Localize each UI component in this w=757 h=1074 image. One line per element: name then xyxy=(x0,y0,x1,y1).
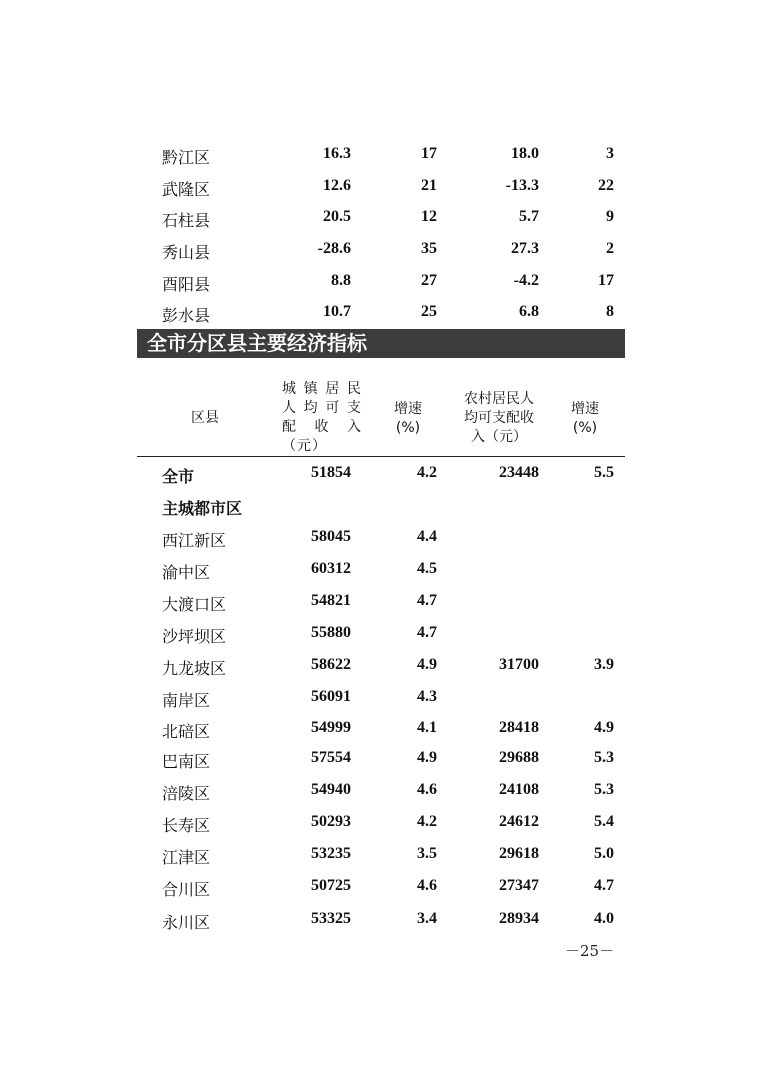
value-1: -28.6 xyxy=(317,240,351,257)
urban-rate: 4.1 xyxy=(417,719,437,736)
header-urban-line: 配 收 入 xyxy=(282,419,362,435)
value-2: 35 xyxy=(421,240,437,257)
top-table-row xyxy=(0,141,757,171)
value-2: 27 xyxy=(421,272,437,289)
header-rate-line: 增速 xyxy=(394,401,422,417)
region-name: 长寿区 xyxy=(162,816,211,835)
value-1: 8.8 xyxy=(331,272,351,289)
value-3: -4.2 xyxy=(513,272,539,289)
table-row xyxy=(0,556,757,586)
region-name: 黔江区 xyxy=(162,148,211,167)
region-name: 江津区 xyxy=(162,848,211,867)
top-table-row xyxy=(0,299,757,329)
urban-income: 53235 xyxy=(311,845,351,862)
value-3: 18.0 xyxy=(511,145,539,162)
value-4: 2 xyxy=(606,240,614,257)
header-rate-line: 增速 xyxy=(571,401,599,417)
value-4: 9 xyxy=(606,208,614,225)
value-2: 25 xyxy=(421,303,437,320)
value-4: 17 xyxy=(598,272,614,289)
urban-income: 56091 xyxy=(311,688,351,705)
rural-income: 31700 xyxy=(499,656,539,673)
urban-rate: 4.2 xyxy=(417,813,437,830)
value-3: -13.3 xyxy=(505,177,539,194)
rural-income: 24108 xyxy=(499,781,539,798)
header-urban-line: 人均可支 xyxy=(282,400,362,416)
rural-income: 29688 xyxy=(499,749,539,766)
header-divider xyxy=(137,456,625,457)
table-row xyxy=(0,620,757,650)
urban-income: 57554 xyxy=(311,749,351,766)
top-table-row xyxy=(0,268,757,298)
rural-income: 28934 xyxy=(499,910,539,927)
region-name: 南岸区 xyxy=(162,691,211,710)
value-1: 12.6 xyxy=(323,177,351,194)
table-row xyxy=(0,809,757,839)
urban-rate: 4.9 xyxy=(417,749,437,766)
urban-rate: 4.9 xyxy=(417,656,437,673)
value-2: 17 xyxy=(421,145,437,162)
table-row xyxy=(0,745,757,775)
region-name: 合川区 xyxy=(162,880,211,899)
urban-rate: 3.4 xyxy=(417,910,437,927)
header-rate-line: (%) xyxy=(572,420,598,436)
rural-rate: 4.7 xyxy=(594,877,614,894)
urban-rate: 4.7 xyxy=(417,624,437,641)
table-row xyxy=(0,492,757,522)
top-table-row xyxy=(0,204,757,234)
header-rate-line: (%) xyxy=(395,420,421,436)
urban-income: 50725 xyxy=(311,877,351,894)
table-row xyxy=(0,460,757,490)
urban-income: 54999 xyxy=(311,719,351,736)
value-3: 6.8 xyxy=(519,303,539,320)
region-name: 秀山县 xyxy=(162,243,211,262)
page-number: －25－ xyxy=(565,942,615,960)
rural-rate: 5.0 xyxy=(594,845,614,862)
rural-income: 29618 xyxy=(499,845,539,862)
rural-income: 28418 xyxy=(499,719,539,736)
urban-income: 55880 xyxy=(311,624,351,641)
urban-rate: 3.5 xyxy=(417,845,437,862)
table-row xyxy=(0,841,757,871)
urban-rate: 4.6 xyxy=(417,781,437,798)
header-urban-income xyxy=(282,380,362,456)
rural-rate: 5.5 xyxy=(594,464,614,481)
top-table-row xyxy=(0,236,757,266)
header-urban-line: 城镇居民 xyxy=(282,381,362,397)
urban-income: 60312 xyxy=(311,560,351,577)
region-name: 永川区 xyxy=(162,913,211,932)
value-1: 16.3 xyxy=(323,145,351,162)
table-row xyxy=(0,906,757,936)
region-name: 涪陵区 xyxy=(162,784,211,803)
urban-income: 54821 xyxy=(311,592,351,609)
header-rural-line: 均可支配收 xyxy=(464,410,534,426)
header-rural-line: 入（元） xyxy=(471,429,527,445)
header-urban-rate xyxy=(386,400,430,438)
value-2: 12 xyxy=(421,208,437,225)
urban-rate: 4.5 xyxy=(417,560,437,577)
urban-rate: 4.4 xyxy=(417,528,437,545)
table-row xyxy=(0,588,757,618)
table-row xyxy=(0,684,757,714)
value-4: 22 xyxy=(598,177,614,194)
region-name: 石柱县 xyxy=(162,211,211,230)
rural-income: 27347 xyxy=(499,877,539,894)
region-name: 九龙坡区 xyxy=(162,659,227,678)
region-name: 彭水县 xyxy=(162,306,211,325)
rural-rate: 4.0 xyxy=(594,910,614,927)
region-name: 渝中区 xyxy=(162,563,211,582)
header-region: 区县 xyxy=(191,410,219,426)
urban-rate: 4.6 xyxy=(417,877,437,894)
rural-rate: 5.3 xyxy=(594,749,614,766)
urban-income: 54940 xyxy=(311,781,351,798)
region-name: 巴南区 xyxy=(162,752,211,771)
region-name: 西江新区 xyxy=(162,531,227,550)
urban-income: 51854 xyxy=(311,464,351,481)
urban-rate: 4.3 xyxy=(417,688,437,705)
value-1: 10.7 xyxy=(323,303,351,320)
urban-income: 50293 xyxy=(311,813,351,830)
rural-rate: 4.9 xyxy=(594,719,614,736)
value-2: 21 xyxy=(421,177,437,194)
urban-income: 58622 xyxy=(311,656,351,673)
table-row xyxy=(0,715,757,745)
region-name: 酉阳县 xyxy=(162,275,211,294)
region-name: 全市 xyxy=(162,467,195,486)
urban-income: 53325 xyxy=(311,910,351,927)
table-row xyxy=(0,524,757,554)
table-row xyxy=(0,652,757,682)
section-title: 全市分区县主要经济指标 xyxy=(137,329,625,358)
table-row xyxy=(0,777,757,807)
region-name: 大渡口区 xyxy=(162,595,227,614)
region-name: 沙坪坝区 xyxy=(162,627,227,646)
urban-income: 58045 xyxy=(311,528,351,545)
header-rural-income xyxy=(455,390,543,447)
header-rural-line: 农村居民人 xyxy=(464,391,534,407)
urban-rate: 4.7 xyxy=(417,592,437,609)
rural-rate: 5.3 xyxy=(594,781,614,798)
rural-income: 24612 xyxy=(499,813,539,830)
top-table-row xyxy=(0,173,757,203)
value-1: 20.5 xyxy=(323,208,351,225)
region-name: 主城都市区 xyxy=(162,499,243,518)
value-4: 3 xyxy=(606,145,614,162)
header-urban-line: （元） xyxy=(282,438,327,454)
rural-income: 23448 xyxy=(499,464,539,481)
value-3: 5.7 xyxy=(519,208,539,225)
region-name: 北碚区 xyxy=(162,722,211,741)
urban-rate: 4.2 xyxy=(417,464,437,481)
table-row xyxy=(0,873,757,903)
rural-rate: 5.4 xyxy=(594,813,614,830)
region-name: 武隆区 xyxy=(162,180,211,199)
value-4: 8 xyxy=(606,303,614,320)
rural-rate: 3.9 xyxy=(594,656,614,673)
header-rural-rate xyxy=(563,400,607,438)
value-3: 27.3 xyxy=(511,240,539,257)
